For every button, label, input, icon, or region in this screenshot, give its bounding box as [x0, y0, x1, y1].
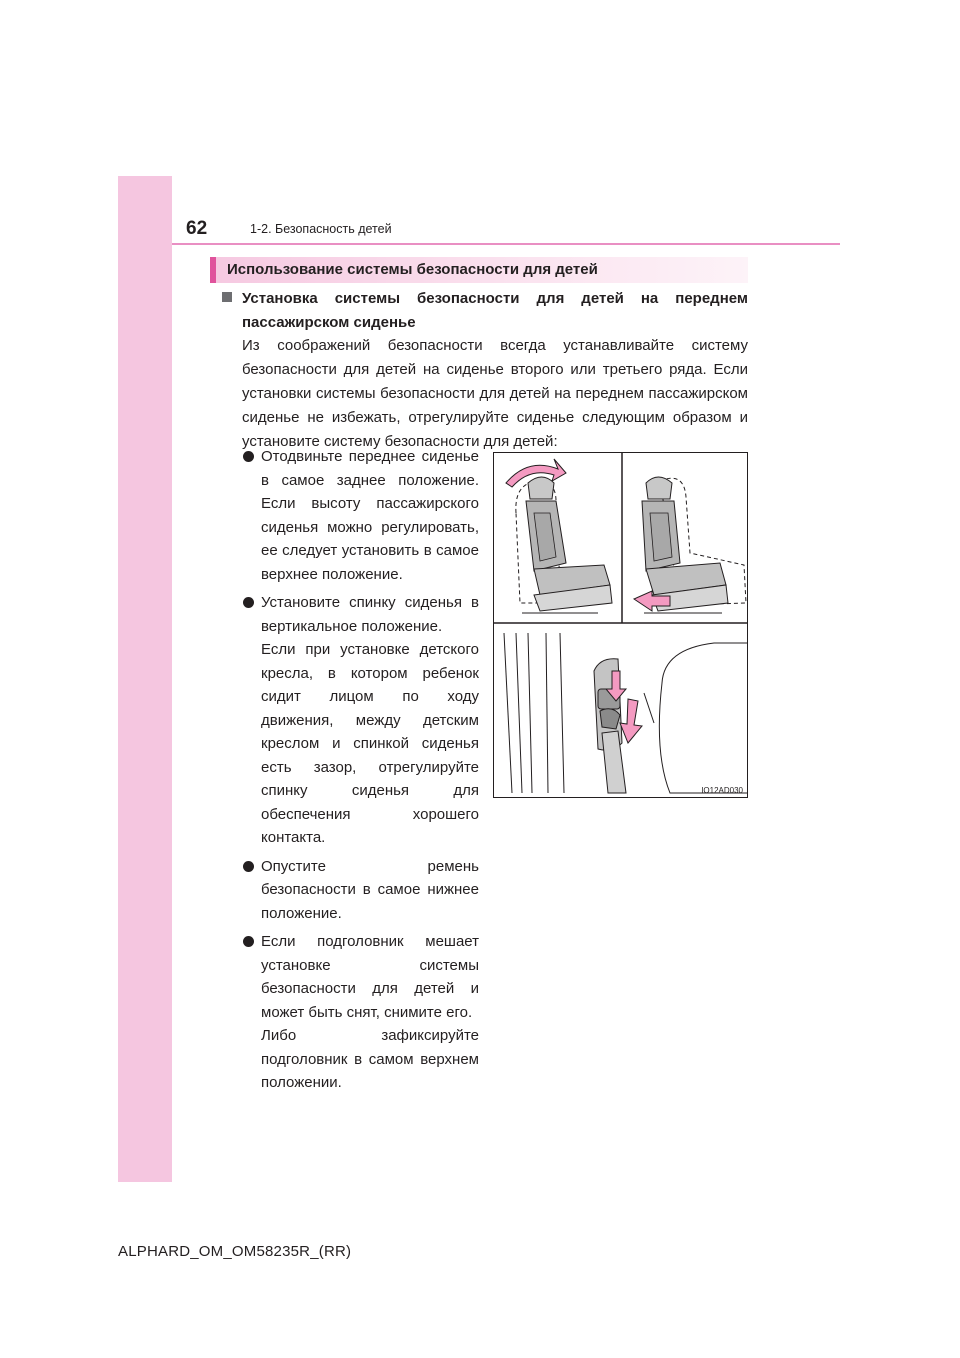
bullet-dot-icon — [243, 861, 254, 872]
page-number: 62 — [186, 218, 208, 239]
list-item — [243, 445, 479, 586]
side-color-band — [118, 176, 172, 1182]
bullet-text: Установите спинку сиденья в вертикальное положение. — [261, 594, 479, 635]
list-item — [243, 855, 479, 926]
section-title-bar — [210, 257, 748, 283]
breadcrumb: 1-2. Безопасность детей — [250, 222, 392, 236]
bullet-dot-icon — [243, 451, 254, 462]
bullet-text: Отодвиньте переднее сиденье в самое заднее положение. Если высоту пассажирского сиденья можно регулировать, ее следует установить в самое верхнее положение. — [261, 448, 479, 583]
header-divider — [172, 243, 840, 245]
bullet-dot-icon — [243, 597, 254, 608]
square-bullet-icon — [222, 292, 232, 302]
list-item — [243, 930, 479, 1095]
subsection-heading-text: Установка системы безопасности для детей на переднем пассажирском сиденье — [242, 290, 748, 331]
bullet-extra-text: Либо зафиксируйте подголовник в самом верхнем положении. — [261, 1027, 479, 1091]
list-item — [243, 591, 479, 850]
bullet-dot-icon — [243, 936, 254, 947]
subsection-heading — [222, 287, 748, 335]
bullet-text: Если подголовник мешает установке системы безопасности для детей и может быть снят, снимите его. — [261, 933, 479, 1021]
figure-code: IO12AD030 — [701, 786, 743, 795]
bullet-list — [243, 445, 479, 1100]
seat-adjustment-illustration — [493, 452, 748, 798]
bullet-text: Опустите ремень безопасности в самое нижнее положение. — [261, 857, 479, 922]
intro-paragraph: Из соображений безопасности всегда устанавливайте систему безопасности для детей на сиденье второго или третьего ряда. Если установки системы безопасности для детей на переднем пассажирском сиденье не избежать, отрегулируйте сиденье следующим образом и установите систему безопасности для детей: — [242, 337, 748, 450]
bullet-extra-text: Если при установке детского кресла, в котором ребенок сидит лицом по ходу движения, между детским креслом и спинкой сиденья есть зазор, отрегулируйте спинку сиденья для обеспечения хорошего контакта. — [261, 641, 479, 846]
section-title: Использование системы безопасности для детей — [227, 261, 598, 278]
footer-doc-id: ALPHARD_OM_OM58235R_(RR) — [118, 1243, 352, 1260]
seat-illustration-drawing — [494, 453, 748, 798]
